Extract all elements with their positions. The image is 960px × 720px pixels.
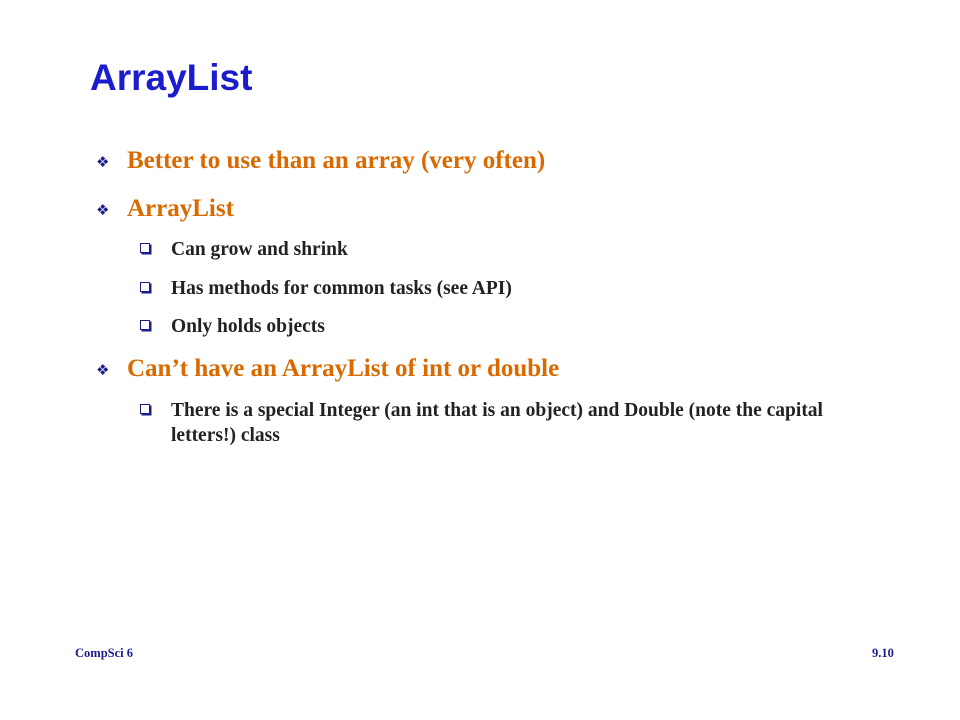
bullet-text: Better to use than an array (very often) [127, 147, 546, 174]
diamond-bullet-icon: ❖ [96, 201, 110, 219]
bullet-text: Has methods for common tasks (see API) [171, 278, 512, 299]
hollow-square-bullet-icon [140, 282, 150, 292]
hollow-square-bullet-icon [140, 404, 150, 414]
footer-course: CompSci 6 [75, 646, 133, 660]
bullet-text: ArrayList [127, 195, 234, 222]
hollow-square-bullet-icon [140, 320, 150, 330]
footer-slide-number: 9.10 [872, 646, 894, 660]
bullet-text: Can’t have an ArrayList of int or double [127, 355, 560, 382]
bullet-text: Can grow and shrink [171, 239, 348, 260]
diamond-bullet-icon: ❖ [96, 361, 110, 379]
bullet-text: There is a special Integer (an int that is an object) and Double (note the capital letters!) class [171, 400, 823, 446]
slide-title: ArrayList [90, 57, 253, 98]
hollow-square-bullet-icon [140, 243, 150, 253]
diamond-bullet-icon: ❖ [96, 153, 110, 171]
bullet-text: Only holds objects [171, 316, 325, 337]
